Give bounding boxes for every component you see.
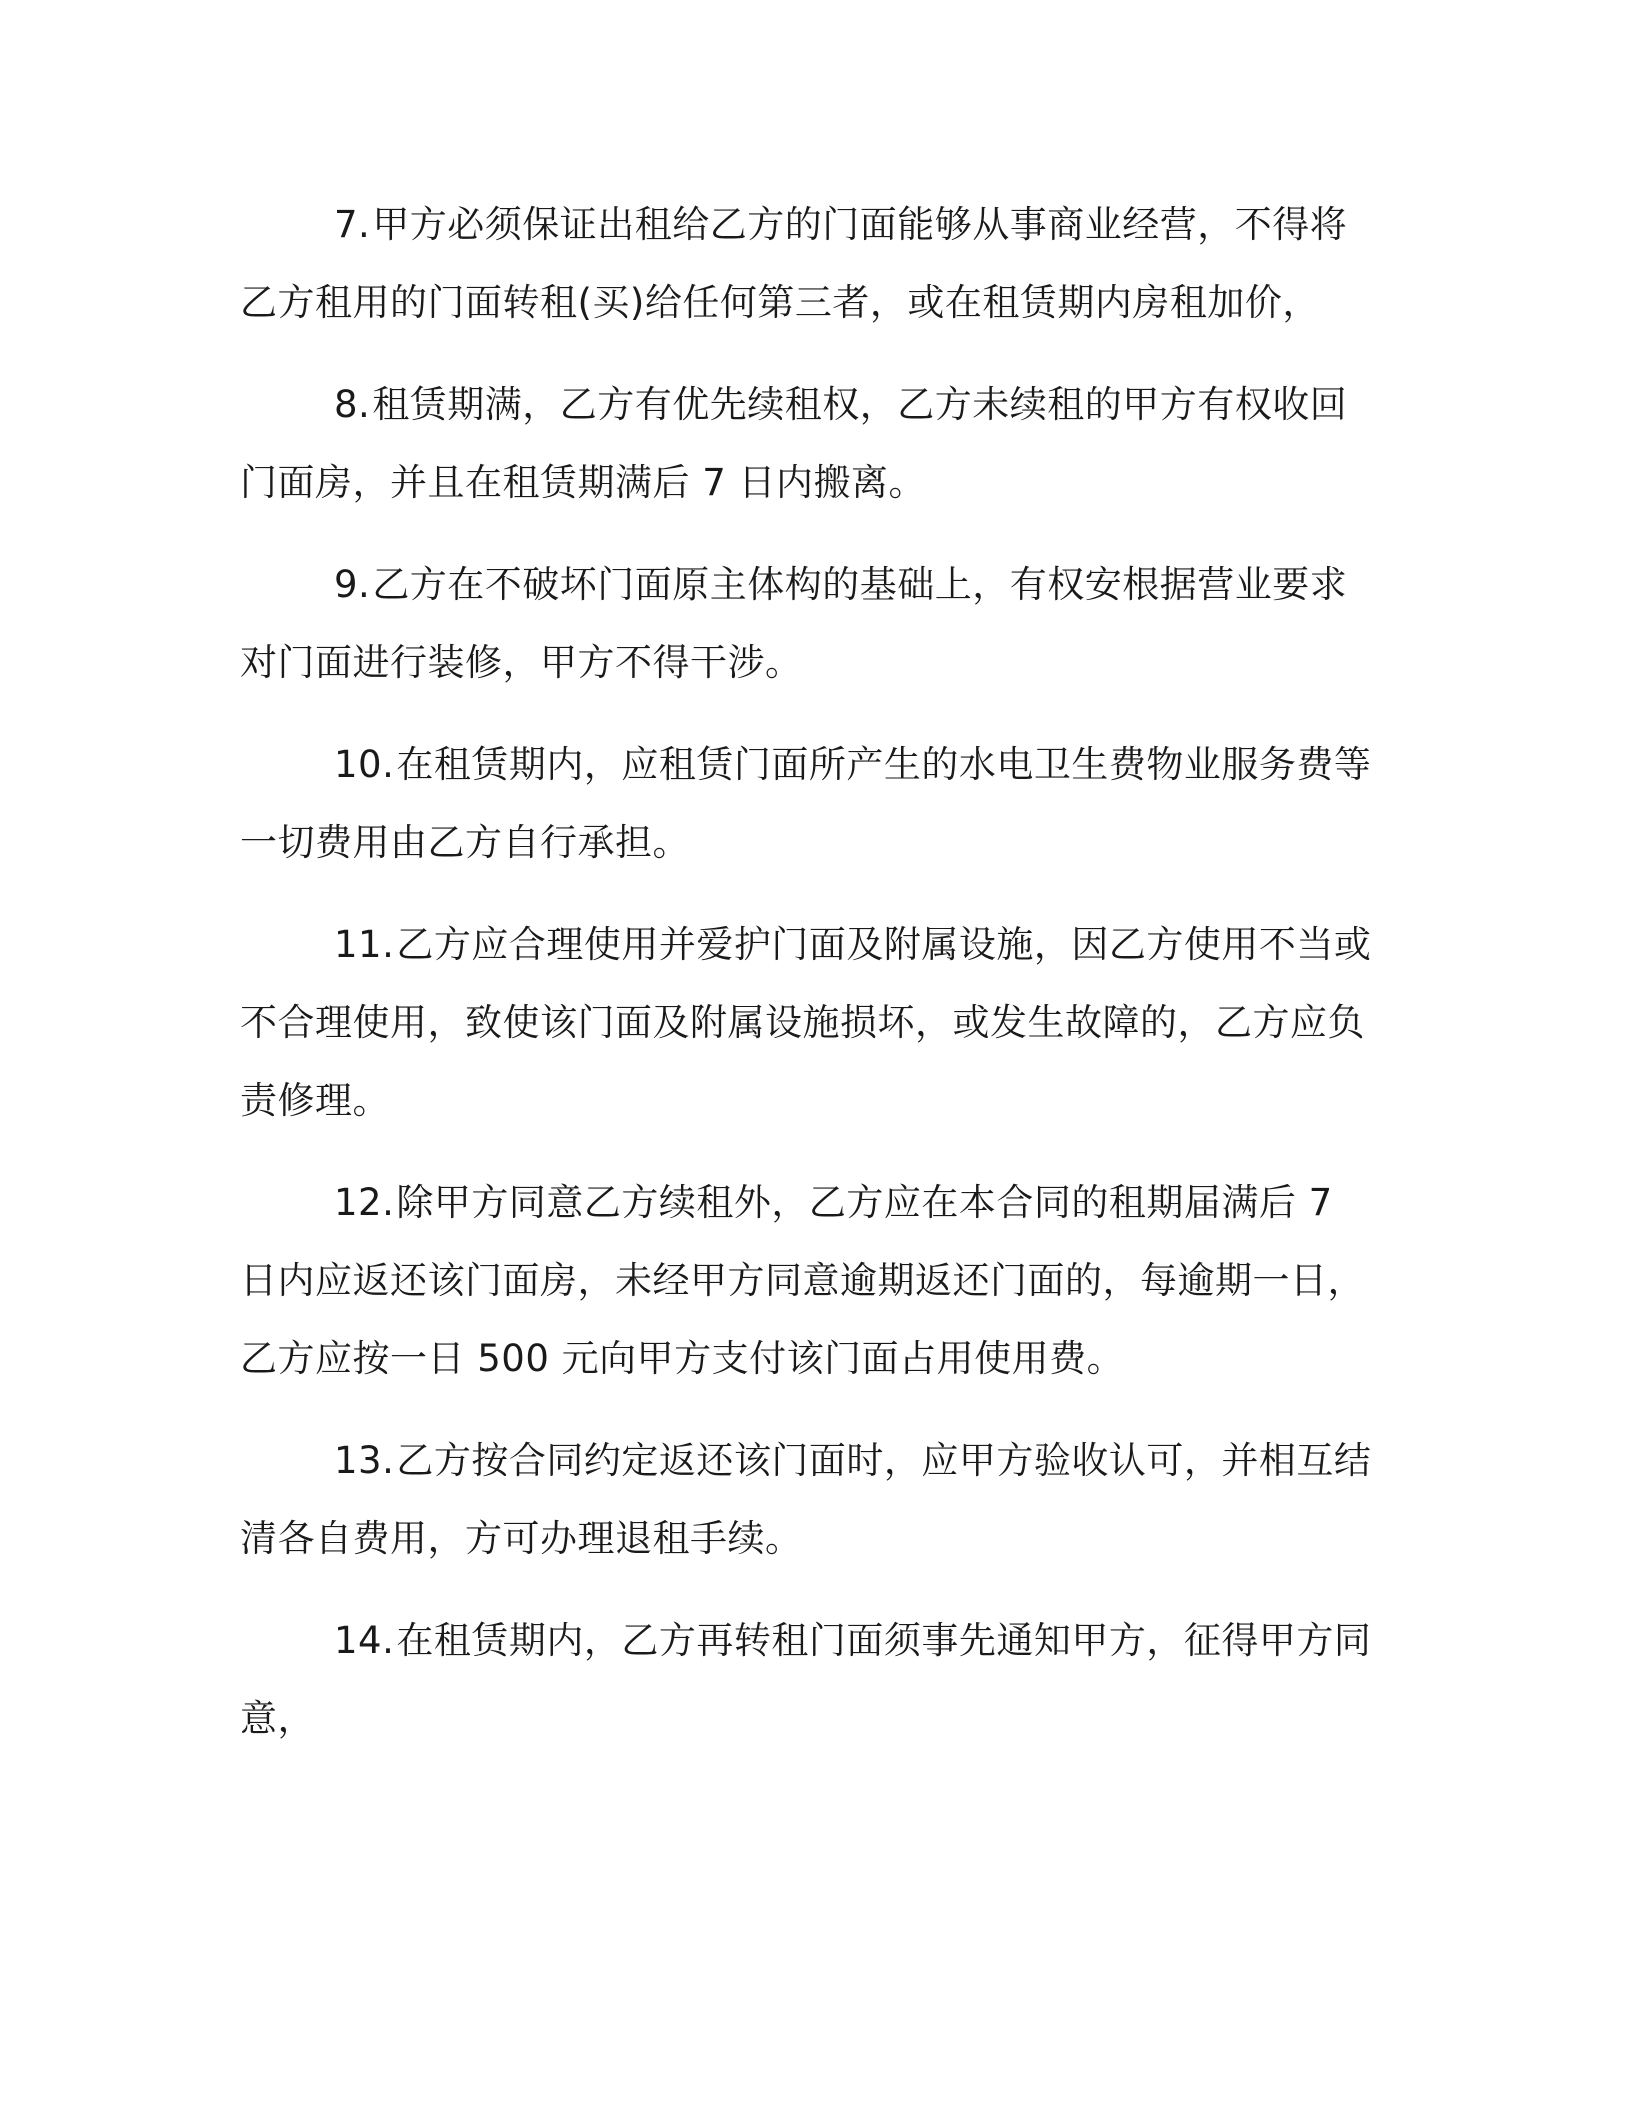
clause-text: 在租赁期内，乙方再转租门面须事先通知甲方，征得甲方同意，: [240, 1619, 1372, 1740]
clause-13: [240, 1422, 1380, 1578]
clause-text: 乙方按合同约定返还该门面时，应甲方验收认可，并相互结清各自费用，方可办理退租手续。: [240, 1439, 1372, 1560]
clause-list: [240, 186, 1380, 1782]
clause-text: 在租赁期内，应租赁门面所产生的水电卫生费物业服务费等一切费用由乙方自行承担。: [240, 743, 1372, 864]
clause-7: [240, 186, 1380, 342]
clause-text: 甲方必须保证出租给乙方的门面能够从事商业经营，不得将乙方租用的门面转租(买)给任何第三者，或在租赁期内房租加价，: [240, 203, 1348, 324]
clause-text: 乙方应合理使用并爱护门面及附属设施，因乙方使用不当或不合理使用，致使该门面及附属设施损坏，或发生故障的，乙方应负责修理。: [240, 923, 1372, 1122]
clause-number: 9.: [334, 563, 371, 606]
clause-number: 11.: [334, 923, 395, 966]
clause-number: 10.: [334, 743, 395, 786]
clause-8: [240, 366, 1380, 522]
clause-number: 8.: [334, 383, 371, 426]
clause-text: 租赁期满，乙方有优先续租权，乙方未续租的甲方有权收回门面房，并且在租赁期满后 7 日内搬离。: [240, 383, 1348, 504]
clause-number: 13.: [334, 1439, 395, 1482]
clause-text: 除甲方同意乙方续租外，乙方应在本合同的租期届满后 7 日内应返还该门面房，未经甲方同意逾期返还门面的，每逾期一日，乙方应按一日 500 元向甲方支付该门面占用使用费。: [240, 1181, 1365, 1380]
clause-11: [240, 906, 1380, 1140]
clause-9: [240, 546, 1380, 702]
clause-number: 14.: [334, 1619, 395, 1662]
clause-10: [240, 726, 1380, 882]
clause-text: 乙方在不破坏门面原主体构的基础上，有权安根据营业要求对门面进行装修，甲方不得干涉。: [240, 563, 1348, 684]
clause-number: 12.: [334, 1181, 395, 1224]
clause-12: [240, 1164, 1380, 1398]
clause-14: [240, 1602, 1380, 1758]
clause-number: 7.: [334, 203, 371, 246]
